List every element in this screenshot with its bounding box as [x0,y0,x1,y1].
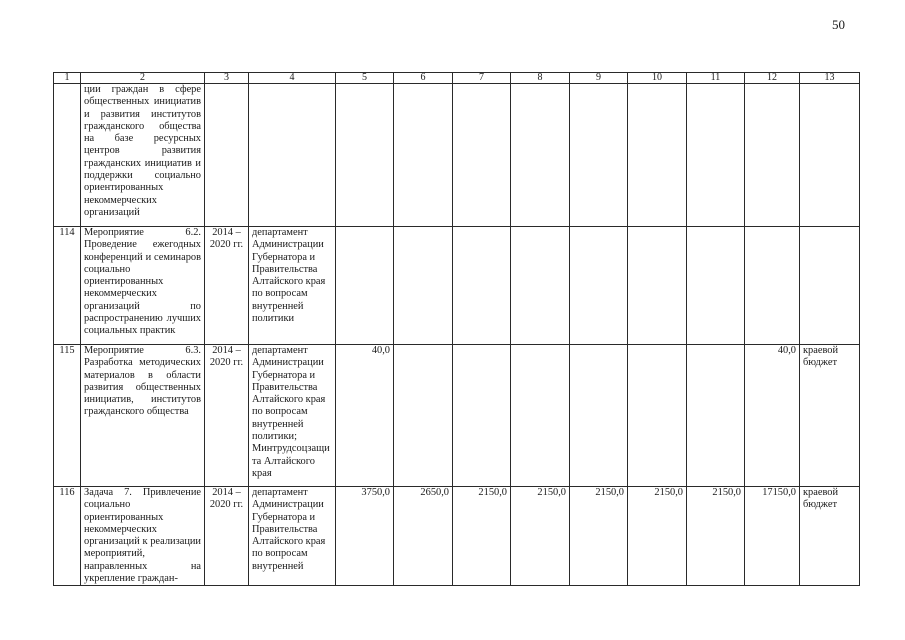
column-header: 1 [54,73,81,84]
row-value: 3750,0 [336,487,394,586]
header-row [54,73,860,84]
row-value: 2150,0 [570,487,628,586]
row-value [336,227,394,345]
row-value [628,345,687,487]
column-header: 8 [511,73,570,84]
row-value [511,84,570,227]
row-value [570,84,628,227]
row-total: 40,0 [745,345,800,487]
row-executor: департамент Администрации Губернатора и Правительства Алтайского края по вопросам внутренней политики [249,227,336,345]
row-value: 2650,0 [394,487,453,586]
row-value [394,84,453,227]
row-value [687,227,745,345]
row-value [453,227,511,345]
row-funding-source [800,84,860,227]
column-header: 4 [249,73,336,84]
row-period: 2014 – 2020 гг. [205,487,249,586]
row-value [570,227,628,345]
row-executor [249,84,336,227]
row-number: 115 [54,345,81,487]
row-value [628,84,687,227]
column-header: 13 [800,73,860,84]
column-header: 9 [570,73,628,84]
table-row [54,487,860,586]
program-table [53,72,860,586]
row-description: ции граждан в сфере общественных инициатив и развития институтов гражданского общества на базе ресурсных центров развития гражданских инициатив и поддержки социально ориентированных некоммерческих организаций [81,84,205,227]
row-executor: департамент Администрации Губернатора и Правительства Алтайского края по вопросам внутренней политики; Минтрудсоцзащита Алтайского края [249,345,336,487]
column-header: 6 [394,73,453,84]
row-value: 40,0 [336,345,394,487]
row-value [511,227,570,345]
page-number: 50 [832,17,845,32]
row-value: 2150,0 [628,487,687,586]
row-value [336,84,394,227]
row-value [570,345,628,487]
row-value [687,345,745,487]
column-header: 11 [687,73,745,84]
row-total: 17150,0 [745,487,800,586]
row-period: 2014 – 2020 гг. [205,345,249,487]
row-value [453,345,511,487]
row-value [394,227,453,345]
row-value [628,227,687,345]
row-value: 2150,0 [687,487,745,586]
row-funding-source: краевой бюджет [800,345,860,487]
row-description: Задача 7. Привлечение социально ориентированных некоммерческих организаций к реализации мероприятий, направленных на укрепление граждан- [81,487,205,586]
column-header: 10 [628,73,687,84]
row-value [687,84,745,227]
row-value [394,345,453,487]
row-number [54,84,81,227]
row-number: 116 [54,487,81,586]
row-value: 2150,0 [511,487,570,586]
column-header: 5 [336,73,394,84]
row-number: 114 [54,227,81,345]
row-description: Мероприятие 6.2. Проведение ежегодных конференций и семинаров социально ориентированных некоммерческих организаций по распространению лучших социальных практик [81,227,205,345]
column-header: 3 [205,73,249,84]
row-value: 2150,0 [453,487,511,586]
table-row [54,84,860,227]
row-value [511,345,570,487]
row-value [453,84,511,227]
row-executor: департамент Администрации Губернатора и Правительства Алтайского края по вопросам внутренней [249,487,336,586]
row-total [745,227,800,345]
table-row [54,345,860,487]
row-description: Мероприятие 6.3. Разработка методических материалов в области развития общественных инициатив, институтов гражданского общества [81,345,205,487]
row-period [205,84,249,227]
row-period: 2014 – 2020 гг. [205,227,249,345]
table-row [54,227,860,345]
row-total [745,84,800,227]
column-header: 12 [745,73,800,84]
row-funding-source [800,227,860,345]
row-funding-source: краевой бюджет [800,487,860,586]
column-header: 2 [81,73,205,84]
column-header: 7 [453,73,511,84]
